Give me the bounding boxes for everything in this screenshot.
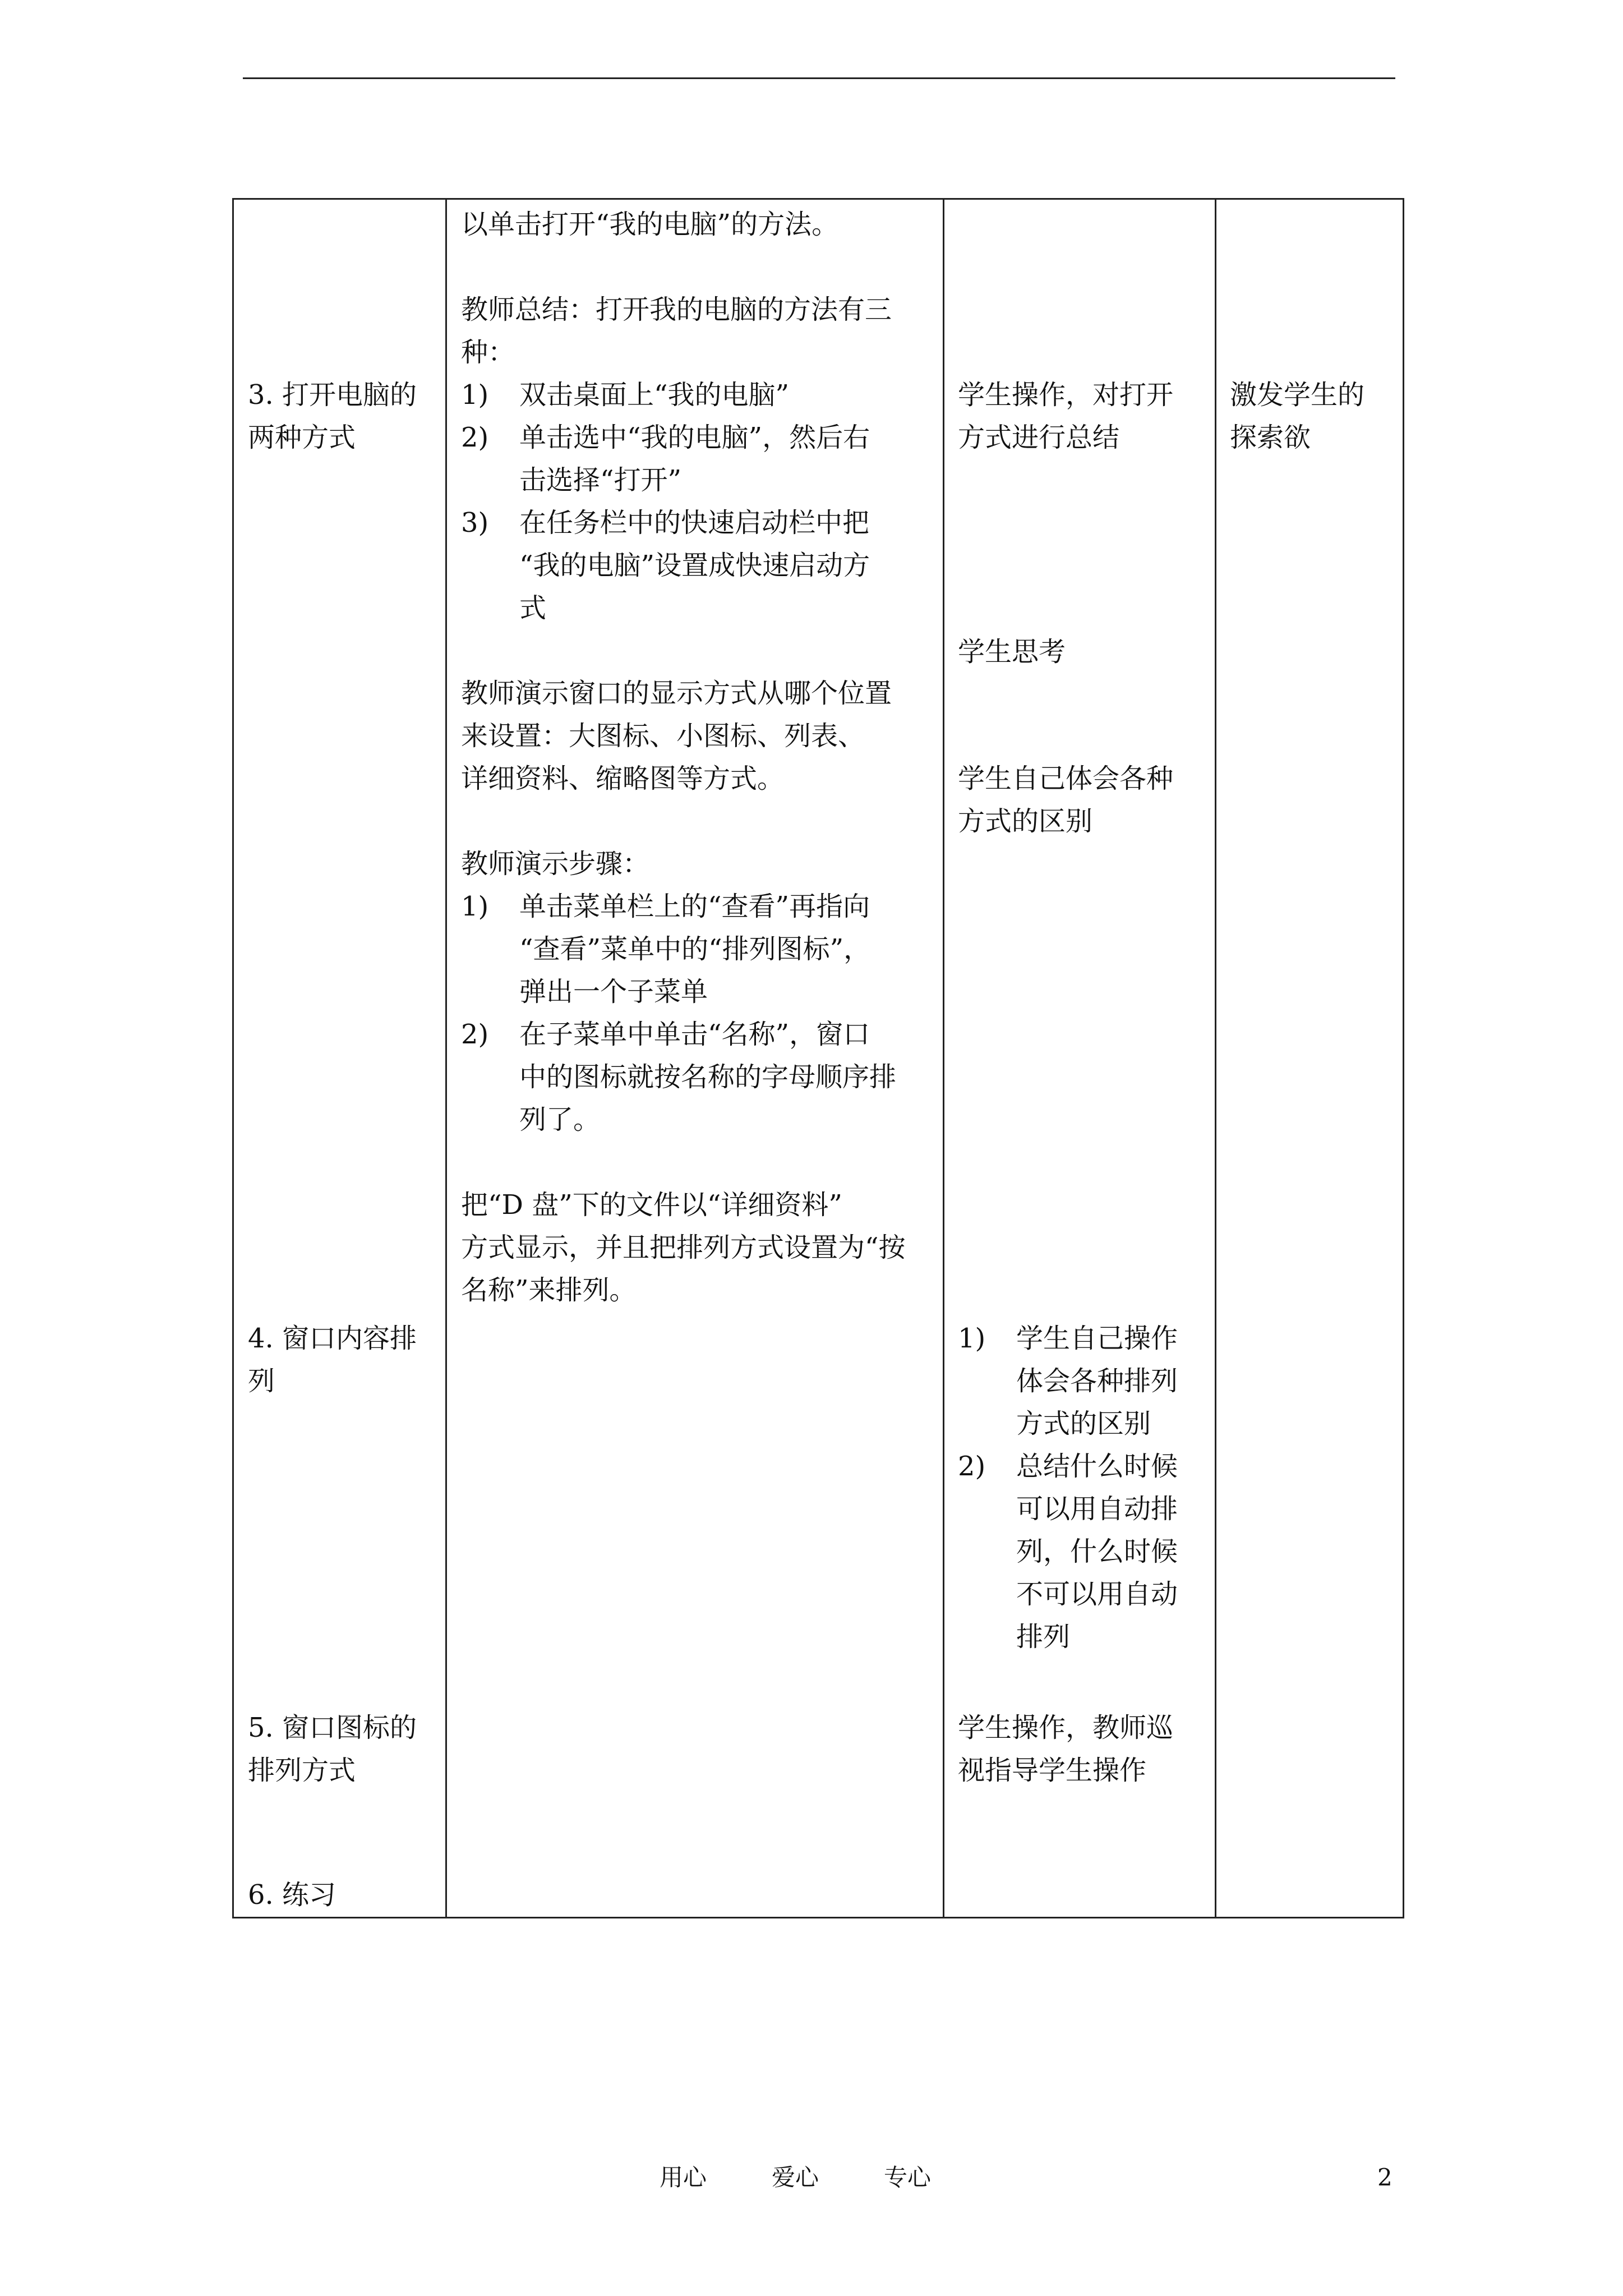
- list-text-continued: 列了。: [519, 1104, 601, 1135]
- summary-line-2: 种：: [461, 337, 515, 368]
- student-guide-line-2: 视指导学生操作: [958, 1755, 1147, 1786]
- page-number: 2: [1377, 2164, 1393, 2191]
- student-experience-line-2: 方式的区别: [958, 806, 1093, 837]
- student-experience-line-1: 学生自己体会各种: [958, 763, 1174, 794]
- section-5-line-2: 排列方式: [248, 1755, 356, 1786]
- list-number: 2): [958, 1451, 986, 1482]
- list-number: 1): [958, 1323, 986, 1354]
- list-number: 1): [461, 379, 489, 411]
- list-number: 3): [461, 507, 489, 539]
- section-3-line-2: 两种方式: [248, 422, 356, 453]
- demo-line-2: 来设置：大图标、小图标、列表、: [461, 720, 865, 752]
- section-3-line-1: 3. 打开电脑的: [248, 379, 417, 411]
- list-text: 学生自己操作: [1016, 1323, 1178, 1354]
- student-guide-line-1: 学生操作，教师巡: [958, 1712, 1174, 1743]
- steps-title: 教师演示步骤：: [461, 848, 650, 880]
- section-6: 6. 练习: [248, 1879, 336, 1911]
- list-text: 总结什么时候: [1016, 1451, 1178, 1482]
- section-4-line-1: 4. 窗口内容排: [248, 1323, 417, 1354]
- list-text: 单击菜单栏上的“查看”再指向: [519, 891, 870, 922]
- list-number: 2): [461, 1019, 489, 1050]
- list-text: 在子菜单中单击“名称”，窗口: [519, 1019, 870, 1050]
- demo-line-3: 详细资料、缩略图等方式。: [461, 763, 785, 794]
- student-op-line-1: 学生操作，对打开: [958, 379, 1174, 411]
- list-text-continued: 体会各种排列: [1016, 1365, 1178, 1397]
- student-think: 学生思考: [958, 636, 1066, 668]
- list-number: 1): [461, 891, 489, 922]
- exercise-line-1: 把“D 盘”下的文件以“详细资料”: [461, 1189, 842, 1221]
- exercise-line-2: 方式显示，并且把排列方式设置为“按: [461, 1232, 906, 1263]
- header-rule: [243, 77, 1395, 79]
- list-text-continued: 弹出一个子菜单: [519, 976, 708, 1007]
- list-text-continued: 不可以用自动: [1016, 1579, 1178, 1610]
- section-5-line-1: 5. 窗口图标的: [248, 1712, 417, 1743]
- list-text-continued: 排列: [1016, 1621, 1071, 1653]
- list-text: 在任务栏中的快速启动栏中把: [519, 507, 870, 539]
- exercise-line-3: 名称”来排列。: [461, 1274, 637, 1306]
- intro-text: 以单击打开“我的电脑”的方法。: [461, 209, 839, 240]
- section-4-line-2: 列: [248, 1365, 275, 1397]
- list-text-continued: 列，什么时候: [1016, 1536, 1178, 1567]
- list-text-continued: 式: [519, 592, 547, 624]
- list-text-continued: “查看”菜单中的“排列图标”，: [519, 933, 871, 965]
- list-text: 双击桌面上“我的电脑”: [519, 379, 790, 411]
- list-text-continued: 方式的区别: [1016, 1408, 1151, 1439]
- list-text-continued: “我的电脑”设置成快速启动方: [519, 550, 870, 581]
- column-divider: [943, 200, 944, 1917]
- summary-line-1: 教师总结：打开我的电脑的方法有三: [461, 294, 892, 325]
- student-op-line-2: 方式进行总结: [958, 422, 1120, 453]
- purpose-line-2: 探索欲: [1230, 422, 1311, 453]
- list-text-continued: 中的图标就按名称的字母顺序排: [519, 1061, 897, 1093]
- list-text-continued: 可以用自动排: [1016, 1493, 1178, 1525]
- column-divider: [445, 200, 447, 1917]
- column-divider: [1215, 200, 1216, 1917]
- list-number: 2): [461, 422, 489, 453]
- demo-line-1: 教师演示窗口的显示方式从哪个位置: [461, 678, 892, 709]
- footer-motto-3: 专心: [884, 2164, 932, 2191]
- purpose-line-1: 激发学生的: [1230, 379, 1365, 411]
- list-text: 单击选中“我的电脑”，然后右: [519, 422, 870, 453]
- footer-motto-2: 爱心: [772, 2164, 819, 2191]
- footer-motto-1: 用心: [660, 2164, 707, 2191]
- list-text-continued: 击选择“打开”: [519, 464, 682, 496]
